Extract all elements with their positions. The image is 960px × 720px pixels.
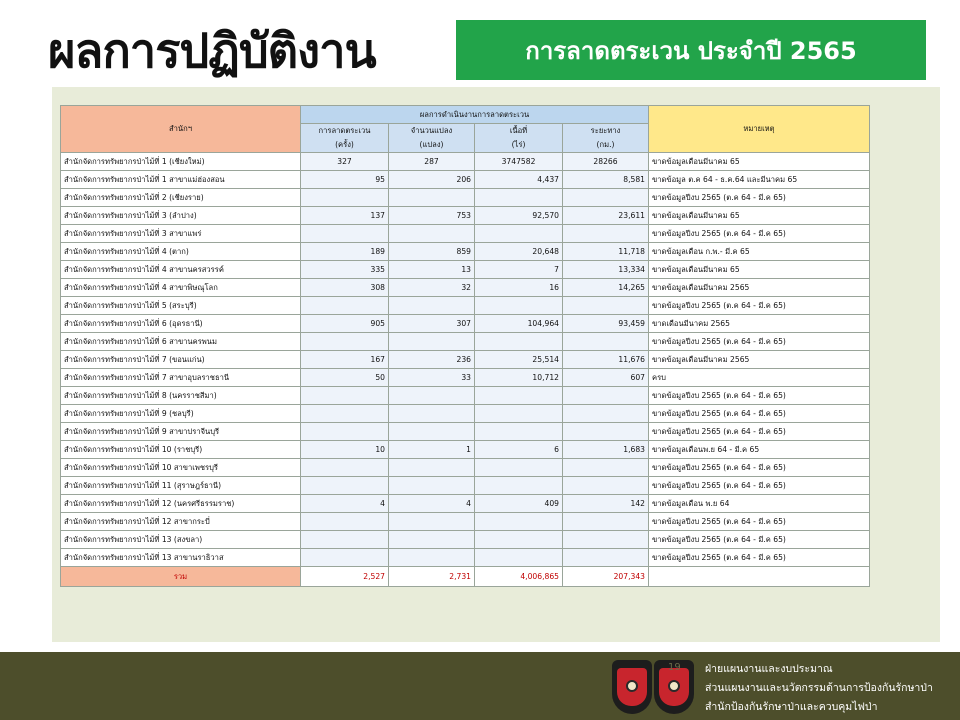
cell-office: สำนักจัดการทรัพยากรป่าไม้ที่ 8 (นครราชสีมา)	[61, 387, 301, 405]
table-row	[61, 297, 870, 315]
header-remark: หมายเหตุ	[649, 106, 870, 153]
footer-bar	[0, 652, 960, 720]
cell-plots: 32	[389, 279, 475, 297]
cell-patrols: 4	[301, 495, 389, 513]
cell-plots	[389, 225, 475, 243]
cell-area: 25,514	[475, 351, 563, 369]
cell-remark: ครบ	[649, 369, 870, 387]
cell-remark: ขาดข้อมูลปีงบ 2565 (ต.ค 64 - มี.ค 65)	[649, 477, 870, 495]
cell-remark: ขาดข้อมูลเดือนมีนาคม 65	[649, 207, 870, 225]
cell-distance	[563, 459, 649, 477]
cell-remark: ขาดข้อมูลปีงบ 2565 (ต.ค 64 - มี.ค 65)	[649, 459, 870, 477]
cell-remark: ขาดข้อมูลเดือนมีนาคม 65	[649, 153, 870, 171]
cell-office: สำนักจัดการทรัพยากรป่าไม้ที่ 9 (ชลบุรี)	[61, 405, 301, 423]
cell-distance	[563, 297, 649, 315]
cell-remark: ขาดข้อมูลปีงบ 2565 (ต.ค 64 - มี.ค 65)	[649, 405, 870, 423]
header-patrols-label: การลาดตระเวน	[318, 126, 371, 135]
table-row	[61, 513, 870, 531]
cell-patrols: 189	[301, 243, 389, 261]
total-area: 4,006,865	[475, 567, 563, 587]
table-row	[61, 495, 870, 513]
cell-area: 104,964	[475, 315, 563, 333]
cell-plots	[389, 405, 475, 423]
table-row	[61, 279, 870, 297]
header-area-label: เนื้อที่	[509, 126, 528, 135]
footer-line-section: ส่วนแผนงานและนวัตกรรมด้านการป้องกันรักษาป่า	[705, 682, 933, 694]
cell-office: สำนักจัดการทรัพยากรป่าไม้ที่ 6 (อุดรธานี)	[61, 315, 301, 333]
cell-area	[475, 423, 563, 441]
cell-distance	[563, 333, 649, 351]
logo-emblem-left	[612, 660, 652, 714]
cell-patrols: 308	[301, 279, 389, 297]
cell-plots	[389, 531, 475, 549]
cell-distance: 13,334	[563, 261, 649, 279]
cell-office: สำนักจัดการทรัพยากรป่าไม้ที่ 12 (นครศรีธรรมราช)	[61, 495, 301, 513]
cell-distance	[563, 189, 649, 207]
results-table	[60, 105, 870, 587]
cell-distance	[563, 531, 649, 549]
cell-plots: 206	[389, 171, 475, 189]
footer-text	[705, 660, 933, 717]
cell-distance: 14,265	[563, 279, 649, 297]
cell-office: สำนักจัดการทรัพยากรป่าไม้ที่ 7 (ขอนแก่น)	[61, 351, 301, 369]
cell-plots	[389, 549, 475, 567]
cell-office: สำนักจัดการทรัพยากรป่าไม้ที่ 2 (เชียงราย)	[61, 189, 301, 207]
table-row	[61, 387, 870, 405]
cell-office: สำนักจัดการทรัพยากรป่าไม้ที่ 1 (เชียงใหม่)	[61, 153, 301, 171]
table-row	[61, 189, 870, 207]
cell-remark: ขาดข้อมูลปีงบ 2565 (ต.ค 64 - มี.ค 65)	[649, 531, 870, 549]
title-badge: การลาดตระเวน ประจำปี 2565	[456, 20, 926, 80]
cell-area: 92,570	[475, 207, 563, 225]
cell-patrols	[301, 297, 389, 315]
table-row	[61, 315, 870, 333]
table-row	[61, 351, 870, 369]
cell-office: สำนักจัดการทรัพยากรป่าไม้ที่ 5 (สระบุรี)	[61, 297, 301, 315]
table-row	[61, 243, 870, 261]
cell-area	[475, 225, 563, 243]
total-row	[61, 567, 870, 587]
cell-patrols	[301, 549, 389, 567]
cell-remark: ขาดข้อมูลเดือนมีนาคม 65	[649, 261, 870, 279]
cell-distance	[563, 387, 649, 405]
cell-area: 7	[475, 261, 563, 279]
table-row	[61, 459, 870, 477]
cell-distance: 23,611	[563, 207, 649, 225]
table-row	[61, 423, 870, 441]
cell-office: สำนักจัดการทรัพยากรป่าไม้ที่ 9 สาขาปราจีนบุรี	[61, 423, 301, 441]
cell-plots	[389, 387, 475, 405]
cell-remark: ขาดข้อมูลปีงบ 2565 (ต.ค 64 - มี.ค 65)	[649, 297, 870, 315]
table-row	[61, 207, 870, 225]
cell-patrols: 10	[301, 441, 389, 459]
cell-patrols	[301, 333, 389, 351]
cell-remark: ขาดข้อมูลปีงบ 2565 (ต.ค 64 - มี.ค 65)	[649, 549, 870, 567]
cell-distance: 11,676	[563, 351, 649, 369]
cell-office: สำนักจัดการทรัพยากรป่าไม้ที่ 11 (สุราษฎร์ธานี)	[61, 477, 301, 495]
footer-line-division: ฝ่ายแผนงานและงบประมาณ	[705, 663, 833, 675]
cell-area	[475, 531, 563, 549]
cell-plots: 753	[389, 207, 475, 225]
table-row	[61, 477, 870, 495]
cell-remark: ขาดข้อมูลเดือน ก.พ.- มี.ค 65	[649, 243, 870, 261]
table-row	[61, 225, 870, 243]
cell-area	[475, 387, 563, 405]
cell-distance	[563, 405, 649, 423]
cell-remark: ขาดเดือนมีนาคม 2565	[649, 315, 870, 333]
cell-plots	[389, 513, 475, 531]
header-patrols	[301, 124, 389, 153]
header-plots	[389, 124, 475, 153]
header-group: ผลการดำเนินงานการลาดตระเวน	[301, 106, 649, 124]
cell-distance: 142	[563, 495, 649, 513]
cell-area	[475, 459, 563, 477]
cell-area	[475, 333, 563, 351]
cell-patrols: 327	[301, 153, 389, 171]
cell-area	[475, 477, 563, 495]
cell-distance: 28266	[563, 153, 649, 171]
total-patrols: 2,527	[301, 567, 389, 587]
cell-area: 6	[475, 441, 563, 459]
cell-plots: 33	[389, 369, 475, 387]
table-row	[61, 171, 870, 189]
header-plots-label: จำนวนแปลง	[410, 126, 453, 135]
cell-area	[475, 549, 563, 567]
cell-distance: 93,459	[563, 315, 649, 333]
cell-remark: ขาดข้อมูล ต.ค 64 - ธ.ค.64 และมีนาคม 65	[649, 171, 870, 189]
cell-area	[475, 189, 563, 207]
cell-plots	[389, 333, 475, 351]
cell-distance: 1,683	[563, 441, 649, 459]
cell-patrols: 95	[301, 171, 389, 189]
page-title: ผลการปฏิบัติงาน	[48, 24, 376, 79]
cell-office: สำนักจัดการทรัพยากรป่าไม้ที่ 10 (ราชบุรี)	[61, 441, 301, 459]
header-area-unit: (ไร่)	[511, 140, 526, 149]
cell-distance: 11,718	[563, 243, 649, 261]
cell-patrols	[301, 423, 389, 441]
cell-patrols	[301, 513, 389, 531]
cell-remark: ขาดข้อมูลปีงบ 2565 (ต.ค 64 - มี.ค 65)	[649, 333, 870, 351]
cell-remark: ขาดข้อมูลปีงบ 2565 (ต.ค 64 - มี.ค 65)	[649, 423, 870, 441]
total-plots: 2,731	[389, 567, 475, 587]
cell-distance	[563, 477, 649, 495]
cell-distance	[563, 423, 649, 441]
cell-area: 3747582	[475, 153, 563, 171]
page-number: 19	[668, 662, 681, 673]
table-row	[61, 369, 870, 387]
cell-patrols	[301, 225, 389, 243]
cell-remark: ขาดข้อมูลปีงบ 2565 (ต.ค 64 - มี.ค 65)	[649, 387, 870, 405]
cell-remark: ขาดข้อมูลปีงบ 2565 (ต.ค 64 - มี.ค 65)	[649, 189, 870, 207]
cell-patrols: 905	[301, 315, 389, 333]
cell-distance	[563, 225, 649, 243]
total-remark	[649, 567, 870, 587]
header-area	[475, 124, 563, 153]
cell-patrols	[301, 459, 389, 477]
table-row	[61, 261, 870, 279]
cell-office: สำนักจัดการทรัพยากรป่าไม้ที่ 10 สาขาเพชรบุรี	[61, 459, 301, 477]
total-label: รวม	[61, 567, 301, 587]
cell-office: สำนักจัดการทรัพยากรป่าไม้ที่ 13 (สงขลา)	[61, 531, 301, 549]
cell-office: สำนักจัดการทรัพยากรป่าไม้ที่ 3 สาขาแพร่	[61, 225, 301, 243]
cell-office: สำนักจัดการทรัพยากรป่าไม้ที่ 12 สาขากระบี่	[61, 513, 301, 531]
footer-line-bureau: สำนักป้องกันรักษาป่าและควบคุมไฟป่า	[705, 701, 878, 713]
cell-plots: 1	[389, 441, 475, 459]
table-row	[61, 153, 870, 171]
table-row	[61, 549, 870, 567]
cell-plots	[389, 459, 475, 477]
cell-distance: 607	[563, 369, 649, 387]
total-distance: 207,343	[563, 567, 649, 587]
cell-area: 10,712	[475, 369, 563, 387]
cell-remark: ขาดข้อมูลเดือนพ.ย 64 - มี.ค 65	[649, 441, 870, 459]
cell-distance	[563, 513, 649, 531]
cell-patrols	[301, 387, 389, 405]
table-row	[61, 531, 870, 549]
cell-plots	[389, 297, 475, 315]
table-row	[61, 441, 870, 459]
cell-office: สำนักจัดการทรัพยากรป่าไม้ที่ 3 (ลำปาง)	[61, 207, 301, 225]
header-plots-unit: (แปลง)	[419, 140, 444, 149]
cell-patrols: 167	[301, 351, 389, 369]
cell-patrols	[301, 477, 389, 495]
cell-office: สำนักจัดการทรัพยากรป่าไม้ที่ 7 สาขาอุบลราชธานี	[61, 369, 301, 387]
cell-office: สำนักจัดการทรัพยากรป่าไม้ที่ 4 (ตาก)	[61, 243, 301, 261]
cell-distance: 8,581	[563, 171, 649, 189]
cell-office: สำนักจัดการทรัพยากรป่าไม้ที่ 4 สาขาพิษณุโลก	[61, 279, 301, 297]
table-row	[61, 405, 870, 423]
cell-patrols: 50	[301, 369, 389, 387]
cell-office: สำนักจัดการทรัพยากรป่าไม้ที่ 6 สาขานครพนม	[61, 333, 301, 351]
cell-plots: 859	[389, 243, 475, 261]
header-office: สำนักฯ	[61, 106, 301, 153]
cell-patrols: 137	[301, 207, 389, 225]
cell-plots	[389, 189, 475, 207]
cell-distance	[563, 549, 649, 567]
cell-plots: 13	[389, 261, 475, 279]
header-distance-label: ระยะทาง	[590, 126, 621, 135]
table-panel	[52, 87, 940, 642]
cell-remark: ขาดข้อมูลเดือน พ.ย 64	[649, 495, 870, 513]
cell-plots: 236	[389, 351, 475, 369]
cell-remark: ขาดข้อมูลเดือนมีนาคม 2565	[649, 279, 870, 297]
cell-area	[475, 297, 563, 315]
cell-patrols	[301, 531, 389, 549]
cell-office: สำนักจัดการทรัพยากรป่าไม้ที่ 13 สาขานราธิวาส	[61, 549, 301, 567]
table-row	[61, 333, 870, 351]
cell-plots: 307	[389, 315, 475, 333]
cell-office: สำนักจัดการทรัพยากรป่าไม้ที่ 4 สาขานครสวรรค์	[61, 261, 301, 279]
cell-remark: ขาดข้อมูลเดือนมีนาคม 2565	[649, 351, 870, 369]
cell-patrols	[301, 405, 389, 423]
cell-remark: ขาดข้อมูลปีงบ 2565 (ต.ค 64 - มี.ค 65)	[649, 225, 870, 243]
cell-plots	[389, 477, 475, 495]
cell-area: 20,648	[475, 243, 563, 261]
cell-area: 16	[475, 279, 563, 297]
cell-remark: ขาดข้อมูลปีงบ 2565 (ต.ค 64 - มี.ค 65)	[649, 513, 870, 531]
header-distance	[563, 124, 649, 153]
cell-area	[475, 405, 563, 423]
cell-patrols	[301, 189, 389, 207]
cell-area	[475, 513, 563, 531]
cell-area: 409	[475, 495, 563, 513]
cell-plots: 4	[389, 495, 475, 513]
cell-area: 4,437	[475, 171, 563, 189]
cell-patrols: 335	[301, 261, 389, 279]
header-distance-unit: (กม.)	[596, 140, 615, 149]
header-patrols-unit: (ครั้ง)	[335, 140, 354, 149]
cell-plots	[389, 423, 475, 441]
cell-plots: 287	[389, 153, 475, 171]
cell-office: สำนักจัดการทรัพยากรป่าไม้ที่ 1 สาขาแม่ฮ่องสอน	[61, 171, 301, 189]
